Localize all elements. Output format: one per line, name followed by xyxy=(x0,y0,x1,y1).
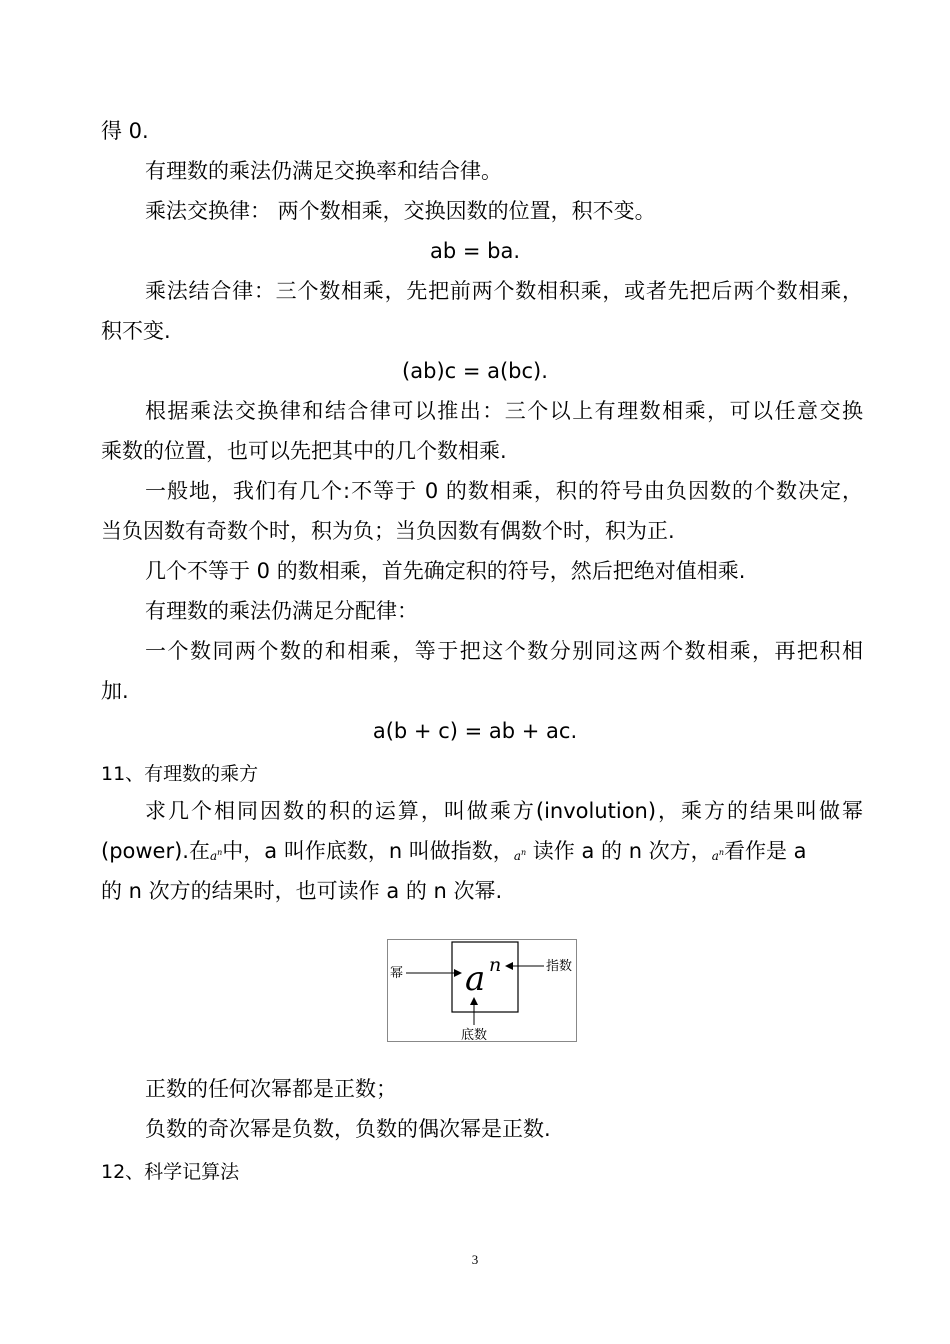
text-line: 得 0. xyxy=(101,119,149,143)
section-heading-12: 12、科学记算法 xyxy=(101,1161,240,1183)
text-fragment: 中，a 叫作底数，n 叫做指数， xyxy=(222,839,514,863)
power-diagram xyxy=(387,939,577,1042)
text-line: 的 n 次方的结果时，也可读作 a 的 n 次幂. xyxy=(101,879,503,903)
math-a-power-n: $a^n$ xyxy=(513,848,527,863)
text-line: 有理数的乘法仍满足分配律： xyxy=(145,599,418,623)
text-line: 乘法交换律： 两个数相乘，交换因数的位置，积不变。 xyxy=(145,199,656,223)
text-line: 积不变. xyxy=(101,319,171,343)
text-fragment: 看作是 a xyxy=(724,839,807,863)
math-a-power-n: $a^n$ xyxy=(209,848,223,863)
diagram-label-power: 幂 xyxy=(390,966,404,981)
text-line: 当负因数有奇数个时，积为负；当负因数有偶数个时，积为正. xyxy=(101,519,675,543)
text-line-with-math xyxy=(101,836,807,869)
text-line: 根据乘法交换律和结合律可以推出：三个以上有理数相乘，可以任意交换 xyxy=(145,399,863,423)
text-fragment: (power).在 xyxy=(101,839,210,863)
page-number: 3 xyxy=(471,1252,479,1267)
text-line: 负数的奇次幂是负数，负数的偶次幂是正数. xyxy=(145,1117,551,1141)
text-line: 求几个相同因数的积的运算，叫做乘方(involution)，乘方的结果叫做幂 xyxy=(145,799,863,823)
text-line: 一般地，我们有几个:不等于 0 的数相乘，积的符号由负因数的个数决定， xyxy=(145,479,863,503)
math-a-power-n: $a^n$ xyxy=(711,848,724,863)
formula-associative: (ab)c = a(bc). xyxy=(402,359,548,383)
text-line: 一个数同两个数的和相乘，等于把这个数分别同这两个数相乘，再把积相 xyxy=(145,639,863,663)
formula-distributive: a(b + c) = ab + ac. xyxy=(372,719,578,743)
text-fragment: 读作 a 的 n 次方， xyxy=(526,839,712,863)
formula-commutative: ab = ba. xyxy=(429,239,521,263)
diagram-label-base: 底数 xyxy=(461,1028,488,1041)
diagram-base: a xyxy=(465,959,486,999)
text-line: 乘数的位置，也可以先把其中的几个数相乘. xyxy=(101,439,507,463)
diagram-exponent: n xyxy=(489,954,502,976)
text-line: 加. xyxy=(101,679,129,703)
text-line: 几个不等于 0 的数相乘，首先确定积的符号，然后把绝对值相乘. xyxy=(145,559,746,583)
text-line: 有理数的乘法仍满足交换率和结合律。 xyxy=(145,159,502,183)
text-line: 正数的任何次幂都是正数； xyxy=(145,1077,397,1101)
power-diagram-svg xyxy=(388,940,576,1041)
section-heading-11: 11、有理数的乘方 xyxy=(101,763,259,785)
diagram-label-exponent: 指数 xyxy=(546,959,573,974)
text-line: 乘法结合律：三个数相乘，先把前两个数相积乘，或者先把后两个数相乘， xyxy=(145,279,863,303)
